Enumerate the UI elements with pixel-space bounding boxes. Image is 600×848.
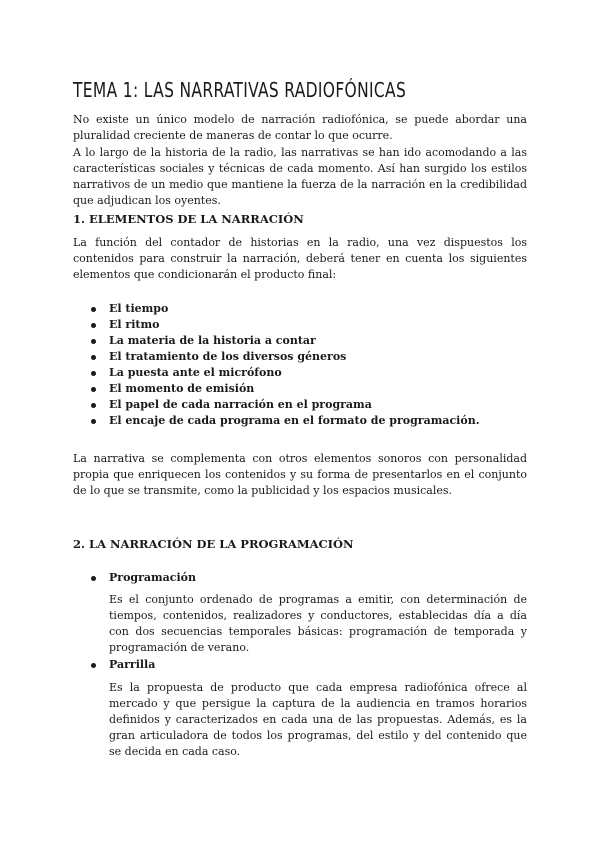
subitem-parrilla-text: Es la propuesta de producto que cada empresa radiofónica ofrece al mercado y que persigue la captura de la audiencia en tramos horarios definidos y caracterizados en cada una de las propuestas. Además, es la gran articuladora de todos los programas, del estilo y del contenido que se decida en cada caso. [109,681,527,758]
subitem-programacion-text: Es el conjunto ordenado de programas a emitir, con determinación de tiempos, contenidos, realizadores y conductores, establecidas día a día con dos secuencias temporales básicas: programación de temporada y programación de verano. [109,593,527,654]
intro-paragraph-2: A lo largo de la historia de la radio, las narrativas se han ido acomodando a las características sociales y técnicas de cada momento. Así han surgido los estilos narrativos de un medio que mantiene la fuerza de la narración en la credibilidad que adjudican los oyentes. [73,146,527,207]
intro-paragraph-1: No existe un único modelo de narración radiofónica, se puede abordar una pluralidad creciente de maneras de contar lo que ocurre. [73,113,527,142]
bullet-icon [91,355,96,360]
section-1-heading: 1. ELEMENTOS DE LA NARRACIÓN [73,212,304,226]
subitem-parrilla [91,657,155,673]
list-item-label: El papel de cada narración en el programa [109,398,372,411]
list-item [73,397,480,413]
list-item-label: La materia de la historia a contar [109,334,316,347]
list-item [73,333,480,349]
bullet-icon [91,576,96,581]
section-2-heading: 2. LA NARRACIÓN DE LA PROGRAMACIÓN [73,537,354,551]
bullet-icon [91,387,96,392]
list-item-label: El encaje de cada programa en el formato de programación. [109,414,480,427]
list-item [73,381,480,397]
section-1-paragraph: La función del contador de historias en la radio, una vez dispuestos los contenidos para construir la narración, deberá tener en cuenta los siguientes elementos que condicionarán el producto final: [73,236,527,281]
bullet-icon [91,307,96,312]
bullet-icon [91,663,96,668]
bullet-icon [91,323,96,328]
section-1-closing-paragraph: La narrativa se complementa con otros elementos sonoros con personalidad propia que enriquecen los contenidos y su forma de presentarlos en el conjunto de lo que se transmite, como la publicidad y los espacios musicales. [73,452,527,497]
subitem-programacion [91,570,196,586]
subitem-term: Parrilla [109,658,156,671]
list-item-label: El tratamiento de los diversos géneros [109,350,347,363]
subitem-term: Programación [109,571,196,584]
list-item-label: El ritmo [109,318,160,331]
list-item [73,301,480,317]
list-item [73,365,480,381]
list-item [73,413,480,429]
list-item-label: El momento de emisión [109,382,255,395]
page-title: TEMA 1: LAS NARRATIVAS RADIOFÓNICAS [73,78,407,102]
bullet-icon [91,419,96,424]
list-item [73,349,480,365]
bullet-icon [91,339,96,344]
list-item-label: El tiempo [109,302,169,315]
bullet-icon [91,403,96,408]
list-item [73,317,480,333]
bullet-icon [91,371,96,376]
elements-list [73,301,480,429]
list-item-label: La puesta ante el micrófono [109,366,282,379]
